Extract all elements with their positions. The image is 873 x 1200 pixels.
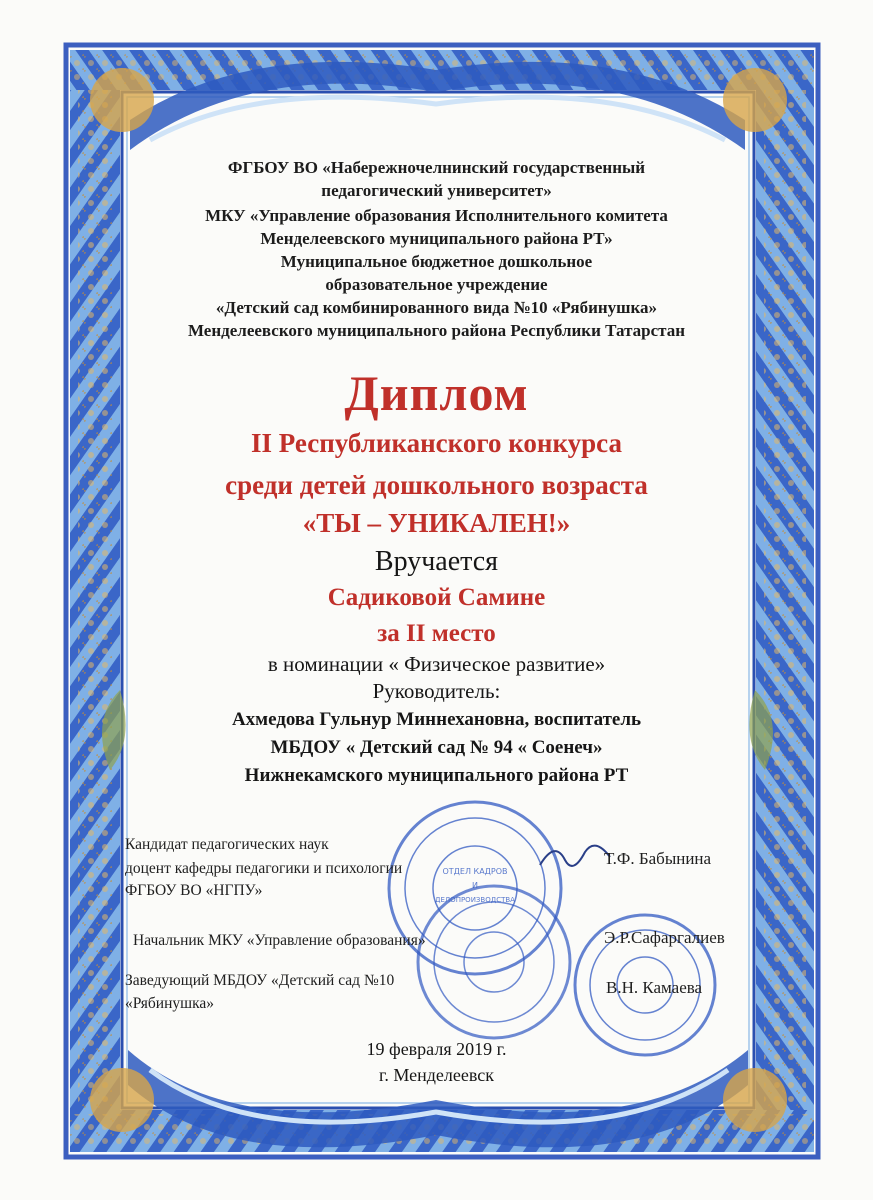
sig2-name: Э.Р.Сафаргалиев (604, 928, 725, 947)
contest-line-1: II Республиканского конкурса (251, 428, 622, 458)
supervisor-label: Руководитель: (372, 679, 501, 703)
supervisor-line-2: МБДОУ « Детский сад № 94 « Соенеч» (270, 737, 603, 758)
header-line-3: МКУ «Управление образования Исполнительного комитета (205, 206, 668, 225)
supervisor-line-3: Нижнекамского муниципального района РТ (244, 765, 629, 786)
diploma-title: Диплом (344, 365, 529, 421)
handwritten-signature-1 (535, 840, 615, 880)
sig1-line-2: доцент кафедры педагогики и психологии (125, 860, 403, 877)
svg-text:ДЕЛОПРОИЗВОДСТВА: ДЕЛОПРОИЗВОДСТВА (435, 896, 515, 904)
header-line-8: Менделеевского муниципального района Республики Татарстан (187, 321, 686, 340)
sig1-name: Т.Ф. Бабынина (604, 849, 712, 868)
footer-city: г. Менделеевск (379, 1065, 494, 1085)
svg-text:И: И (472, 881, 478, 890)
nomination-text: в номинации « Физическое развитие» (267, 652, 606, 676)
place-text: за II место (377, 620, 496, 647)
sig3-line-2: «Рябинушка» (125, 995, 214, 1012)
sig1-line-3: ФГБОУ ВО «НГПУ» (125, 882, 263, 899)
sig2-line: Начальник МКУ «Управление образования» (133, 932, 426, 949)
awarded-label: Вручается (374, 546, 499, 577)
contest-name: «ТЫ – УНИКАЛЕН!» (302, 508, 571, 538)
header-line-1: ФГБОУ ВО «Набережночелнинский государственный (227, 158, 646, 177)
sig1-line-1: Кандидат педагогических наук (125, 836, 329, 853)
round-stamp-2 (412, 880, 577, 1045)
sig3-name: В.Н. Камаева (606, 978, 703, 997)
contest-line-2: среди детей дошкольного возраста (225, 470, 648, 500)
svg-text:ОТДЕЛ КАДРОВ: ОТДЕЛ КАДРОВ (442, 867, 508, 876)
recipient-name: Садиковой Самине (327, 584, 546, 611)
header-line-6: образовательное учреждение (325, 275, 548, 294)
header-line-2: педагогический университет» (321, 181, 552, 200)
header-line-4: Менделеевского муниципального района РТ» (260, 229, 613, 248)
sig3-line-1: Заведующий МБДОУ «Детский сад №10 (125, 972, 395, 989)
supervisor-line-1: Ахмедова Гульнур Миннехановна, воспитатель (231, 709, 642, 730)
header-line-7: «Детский сад комбинированного вида №10 «Рябинушка» (215, 298, 658, 317)
header-line-5: Муниципальное бюджетное дошкольное (280, 252, 593, 271)
footer-date: 19 февраля 2019 г. (366, 1039, 507, 1059)
